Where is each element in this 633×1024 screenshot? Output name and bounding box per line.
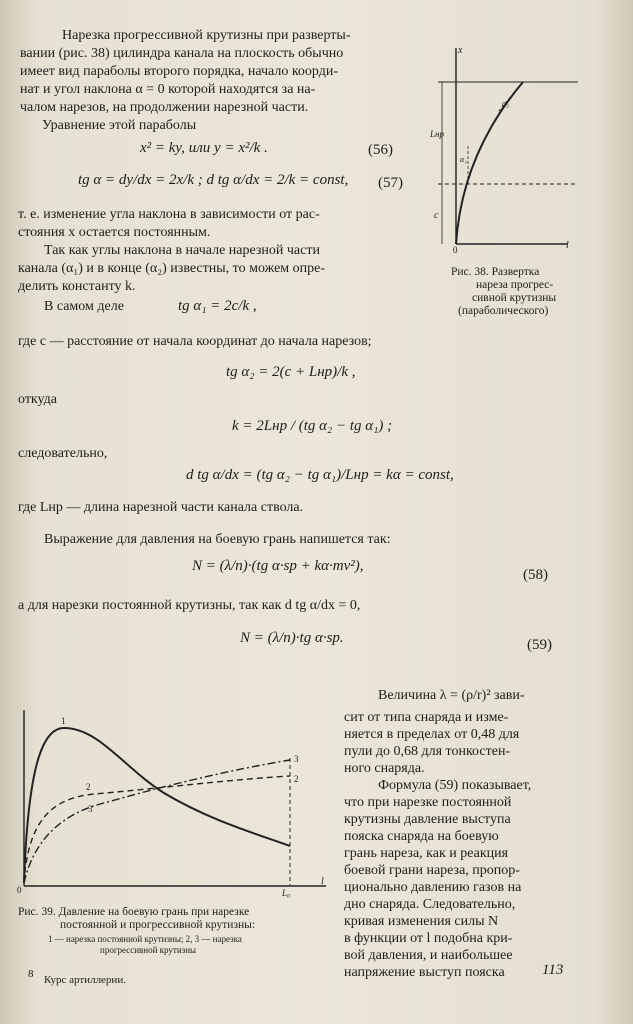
equation-58-number: (58): [523, 567, 548, 583]
equation-tga2: tg α₂ = 2(c + Lнр)/k ,: [226, 364, 356, 380]
fig39-curve-1: [24, 728, 290, 883]
para-right-line-16: вой давления, и наибольшее: [344, 948, 513, 963]
para-right-line-15: в функции от l подобна кри-: [344, 931, 513, 946]
fig38-label-lnp: Lнр: [430, 129, 444, 139]
footer-signature: 8: [28, 968, 34, 980]
para1-line-3: имеет вид параболы второго порядка, начало коорди-: [20, 64, 339, 79]
para-right-line-9: пояска снаряда на боевую: [344, 829, 499, 844]
text-c-definition: где c — расстояние от начала координат до начала нарезов;: [18, 334, 372, 349]
fig39-label-curve-1: 1: [61, 716, 66, 726]
fig38-label-a2: α₂: [502, 99, 509, 108]
fig39-label-curve-2: 2: [86, 782, 91, 792]
text-vyrazhenie: Выражение для давления на боевую грань напишется так:: [44, 532, 391, 547]
para-right-line-4: пули до 0,68 для тонкостен-: [344, 744, 511, 759]
para2-line-2: стояния x остается постоянным.: [18, 225, 211, 240]
fig39-caption-2: постоянной и прогрессивной крутизны:: [60, 919, 256, 931]
para-right-line-12: ционально давлению газов на: [344, 880, 522, 895]
fig38-label-a1: α₁: [460, 155, 467, 164]
fig38-caption-3: сивной крутизны: [472, 292, 557, 304]
figure-38: [428, 44, 588, 256]
equation-59-number: (59): [527, 637, 552, 653]
para-right-line-3: няется в пределах от 0,48 для: [344, 727, 520, 742]
para1-line-6: Уравнение этой параболы: [42, 118, 197, 133]
para1-line-4: нат и угол наклона α = 0 которой находятся за на-: [20, 82, 316, 97]
page-number: 113: [542, 962, 564, 978]
fig39-caption-1: Рис. 39. Давление на боевую грань при нарезке: [18, 906, 250, 918]
para-right-line-13: дно снаряда. Следовательно,: [344, 897, 516, 912]
fig39-label-end-3: 3: [294, 754, 299, 764]
equation-tga1: tg α₁ = 2c/k ,: [178, 298, 257, 314]
para-right-line-2: сит от типа снаряда и изме-: [344, 710, 509, 725]
fig39-curve-2: [24, 776, 290, 883]
equation-57: tg α = dy/dx = 2x/k ; d tg α/dx = 2/k = const,: [78, 172, 349, 188]
para1-line-5: чалом нарезов, на продолжении нарезной части.: [20, 100, 309, 115]
text-lnp-definition: где Lнр — длина нарезной части канала ствола.: [18, 500, 304, 515]
para-right-line-1: Величина λ = (ρ/r)² зави-: [378, 688, 525, 703]
footer-book-title: Курс артиллерии.: [44, 974, 126, 986]
equation-56-number: (56): [368, 142, 393, 158]
fig39-label-l: l: [321, 876, 324, 887]
para-right-line-10: грань нареза, как и реакция: [344, 846, 509, 861]
figure-39: [14, 708, 336, 898]
fig38-label-origin: 0: [453, 245, 458, 255]
para1-line-1: Нарезка прогрессивной крутизны при разверты-: [62, 28, 351, 43]
para2-line-1: т. е. изменение угла наклона в зависимости от рас-: [18, 207, 320, 222]
fig39-label-end: L₀: [282, 888, 291, 898]
para2-line-3: Так как углы наклона в начале нарезной части: [44, 243, 320, 258]
fig38-label-c: c: [434, 210, 439, 221]
para2-line-4: канала (α₁) и в конце (α₂) известны, то можем опре-: [18, 261, 326, 276]
equation-59: N = (λ/n)·tg α·sp.: [240, 630, 344, 646]
fig38-label-l: l: [566, 240, 569, 251]
para-right-line-14: кривая изменения силы N: [344, 914, 499, 929]
para1-line-2: вании (рис. 38) цилиндра канала на плоскость обычно: [20, 46, 344, 61]
fig39-label-origin: 0: [17, 885, 22, 895]
fig39-legend-1: 1 — нарезка постоянной крутизны; 2, 3 — нарезка: [48, 934, 242, 944]
para-right-line-8: крутизны давление выступа: [344, 812, 511, 827]
fig38-caption-4: (параболического): [458, 305, 549, 317]
para-right-line-6: Формула (59) показывает,: [378, 778, 532, 793]
para-right-line-17: напряжение выступ пояска: [344, 965, 505, 980]
equation-56: x² = ky, или y = x²/k .: [140, 140, 268, 156]
equation-k: k = 2Lнр / (tg α₂ − tg α₁) ;: [232, 418, 393, 434]
fig39-label-end-2: 2: [294, 774, 299, 784]
fig38-caption-2: нареза прогрес-: [476, 279, 554, 291]
fig38-label-x: x: [458, 45, 463, 56]
text-otkuda: откуда: [18, 392, 57, 407]
equation-57-number: (57): [378, 175, 403, 191]
text-constant-twist: а для нарезки постоянной крутизны, так как d tg α/dx = 0,: [18, 598, 361, 613]
equation-const: d tg α/dx = (tg α₂ − tg α₁)/Lнр = kα = const,: [186, 467, 454, 483]
para-right-line-11: боевой грани нареза, пропор-: [344, 863, 520, 878]
equation-58: N = (λ/n)·(tg α·sp + kα·mv²),: [192, 558, 364, 574]
fig38-caption-1: Рис. 38. Развертка: [451, 266, 540, 278]
text-sledovatelno: следовательно,: [18, 446, 108, 461]
para2-line-5: делить константу k.: [18, 279, 136, 294]
fig39-legend-2: прогрессивной крутизны: [100, 945, 197, 955]
para-right-line-5: ного снаряда.: [344, 761, 425, 776]
para-right-line-7: что при нарезке постоянной: [344, 795, 512, 810]
fig39-label-curve-3: 3: [88, 804, 93, 814]
para2-line-6: В самом деле: [44, 299, 124, 314]
